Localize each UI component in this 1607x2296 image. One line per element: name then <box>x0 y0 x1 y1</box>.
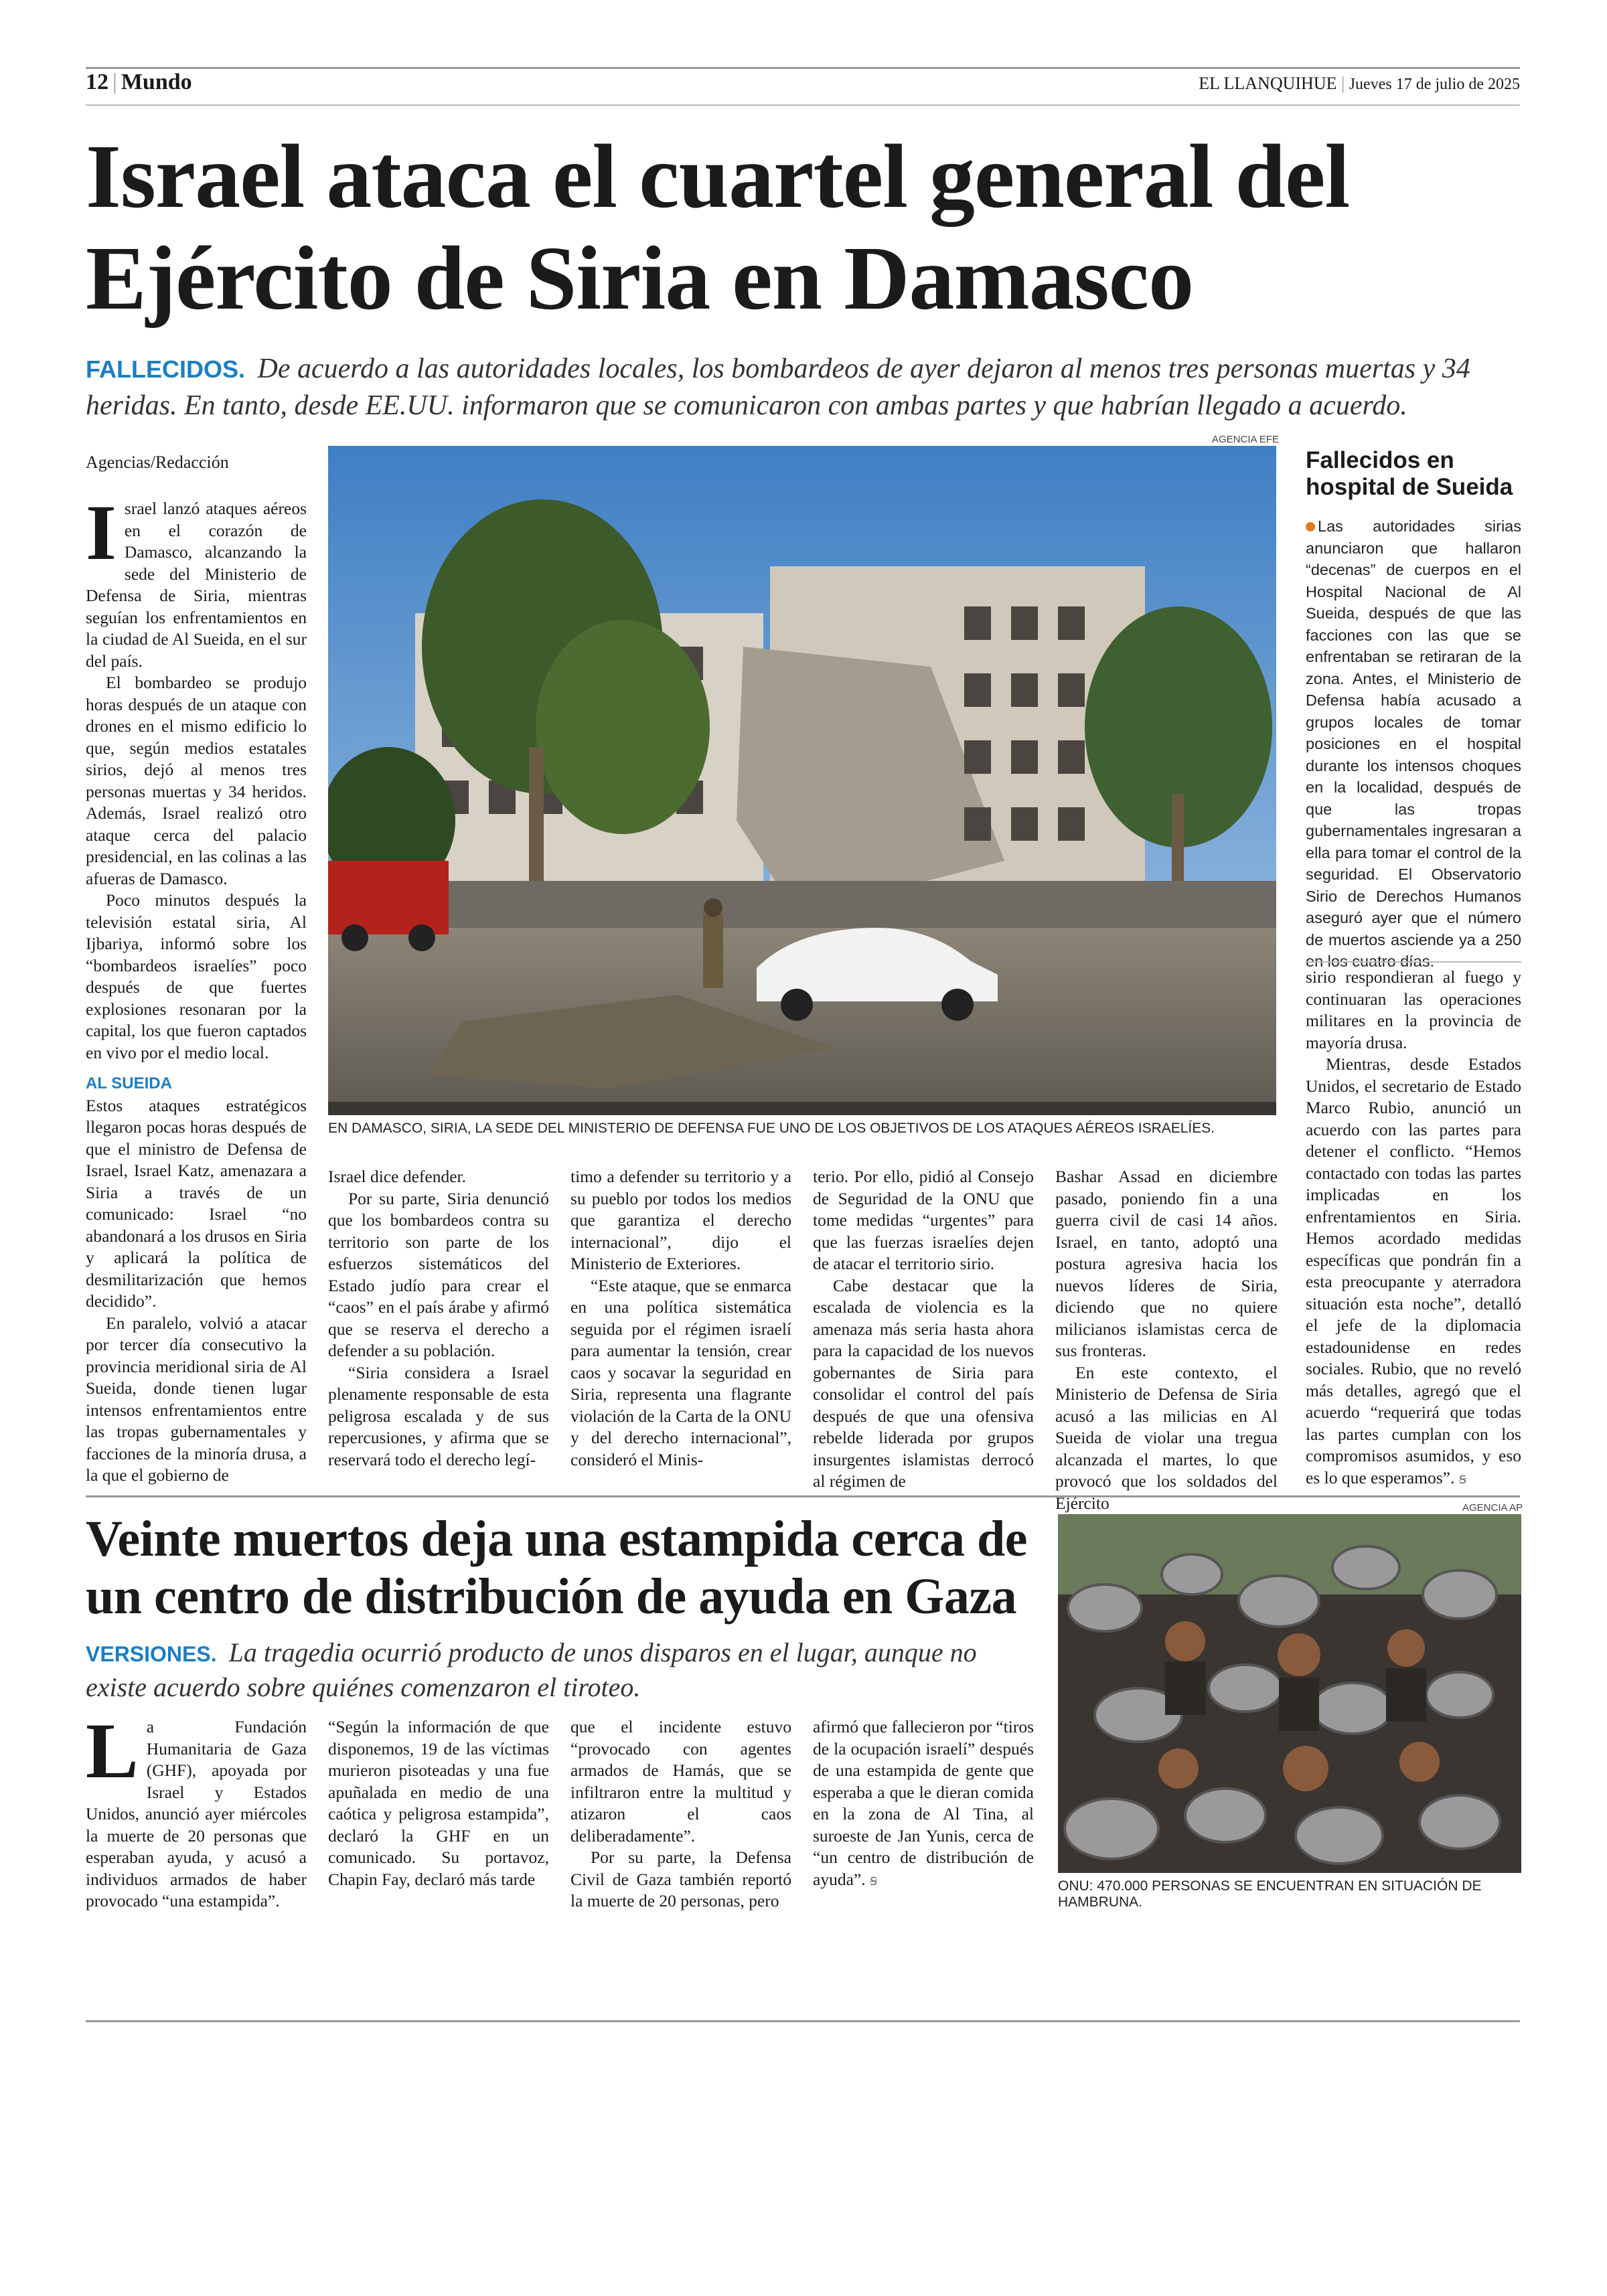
damascus-photo <box>328 446 1276 1115</box>
photo-credit: AGENCIA EFE <box>1212 434 1280 445</box>
dropcap: I <box>86 489 117 576</box>
header-rule <box>86 104 1520 106</box>
byline: Agencias/Redacción <box>86 453 229 472</box>
main-headline: Israel ataca el cuartel general del Ejército de Siria en Damasco <box>86 127 1350 329</box>
section-rule <box>86 1495 1520 1497</box>
lede-kicker: VERSIONES. <box>86 1642 217 1666</box>
paragraph: Por su parte, Siria denunció que los bombardeos contra su territorio son parte de los esfuerzos sistemáticos del Estado judío para crear el “caos” en el país árabe y afirmó que se reserva el derecho a defender a su población. <box>328 1188 549 1360</box>
article1-column-2 <box>328 1166 549 1471</box>
paragraph: timo a defender su territorio y a su pueblo por todos los medios que garantiza el derecho internacional”, dijo el Ministerio de Exteriores. <box>570 1167 791 1273</box>
paragraph: sirio respondieran al fuego y continuaran las operaciones militares en la provincia de mayoría drusa. <box>1306 967 1521 1052</box>
second-headline: Veinte muertos deja una estampida cerca de un centro de distribución de ayuda en Gaza <box>86 1511 1027 1625</box>
paragraph: Cabe destacar que la escalada de violencia es la amenaza más seria hasta ahora para la capacidad de los nuevos gobernantes de Siria para consolidar el control del país después de que una ofensiva rebelde liderada por grupos insurgentes islamistas derrocó al régimen de <box>813 1275 1034 1491</box>
paragraph: “Este ataque, que se enmarca en una política sistemática seguida por el régimen israelí para aumentar la tensión, crear caos y socavar la seguridad en Siria, representa una flagrante violación de la Carta de la ONU y del derecho internacional”, consideró el Minis- <box>570 1275 791 1469</box>
article1-column-4 <box>813 1166 1034 1493</box>
gaza-photo-image <box>1058 1514 1521 1873</box>
page-number: 12 <box>86 70 108 94</box>
gaza-photo <box>1058 1514 1521 1873</box>
paragraph: que el incidente estuvo “provocado con agentes armados de Hamás, que se infiltraron entre la multitud y atizaron el caos deliberadamente”. <box>570 1717 791 1846</box>
paragraph: Israel dice defender. <box>328 1167 467 1186</box>
end-mark: ꞩ <box>1458 1469 1467 1487</box>
paragraph: El bombardeo se produjo horas después de un ataque con drones en el mismo edificio lo que, según medios estatales sirios, dejó al menos tres personas muertas y 34 heridos. Además, Israel realizó otro ataque cerca del palacio presidencial, en las colinas a las afueras de Damasco. <box>86 673 307 888</box>
bullet-icon <box>1306 522 1315 531</box>
paragraph: srael lanzó ataques aéreos en el corazón de Damasco, alcanzando la sede del Ministerio de Defensa de Siria, mientras seguían los enfrentamientos en la ciudad de Al Sueida, en el sur del país. <box>86 499 307 671</box>
paragraph: Bashar Assad en diciembre pasado, poniendo fin a una guerra civil de casi 14 años. Israel, en tanto, adoptó una postura agresiva hacia los nuevos líderes de Siria, diciendo que no quiere milicianos islamistas cerca de sus fronteras. <box>1055 1167 1278 1360</box>
article1-column-5 <box>1055 1166 1278 1514</box>
article2-column-4 <box>813 1716 1034 1891</box>
article2-column-3 <box>570 1716 791 1912</box>
lede-kicker: FALLECIDOS. <box>86 355 246 383</box>
paragraph: En este contexto, el Ministerio de Defensa de Siria acusó a las milicias en Al Sueida de violar una tregua alcanzada el martes, lo que provocó que los soldados del Ejército <box>1055 1362 1278 1513</box>
article2-column-1 <box>86 1707 307 1912</box>
paragraph: a Fundación Humanitaria de Gaza (GHF), apoyada por Israel y Estados Unidos, anunció ayer miércoles la muerte de 20 personas que esperaban ayuda, y acusó a individuos armados de haber provocado “una estampida”. <box>86 1717 307 1910</box>
paragraph: afirmó que fallecieron por “tiros de la ocupación israelí” después de una estampida de gente que esperaba a que le dieran comida en la zona de Al Tina, al suroeste de Jan Yunis, cerca de “un centro de distribución de ayuda”. ꞩ <box>813 1717 1034 1889</box>
sidebar-box <box>1306 515 1521 973</box>
second-lede <box>86 1636 1037 1704</box>
article1-column-6 <box>1306 967 1521 1489</box>
sidebar-rule <box>1306 961 1521 963</box>
article2-column-2 <box>328 1716 549 1890</box>
sidebar-title: Fallecidos en hospital de Sueida <box>1306 447 1513 500</box>
paragraph: terio. Por ello, pidió al Consejo de Seguridad de la ONU que tome medidas “urgentes” para que las fuerzas israelíes dejen de atacar el territorio sirio. <box>813 1167 1034 1273</box>
paragraph: “Según la información de que disponemos, 19 de las víctimas murieron pisoteadas y una fue apuñalada en medio de una caótica y peligrosa estampida”, declaró la GHF en un comunicado. Su portavoz, Chapin Fay, declaró más tarde <box>328 1717 549 1889</box>
dropcap: L <box>86 1707 139 1795</box>
damascus-photo-image <box>328 446 1276 1115</box>
photo-credit: AGENCIA AP <box>1462 1502 1523 1513</box>
paragraph: “Siria considera a Israel plenamente responsable de esta peligrosa escalada y de sus repercusiones, y afirma que se reservará todo el derecho legí- <box>328 1362 549 1469</box>
top-rule <box>86 67 1520 69</box>
photo-caption: EN DAMASCO, SIRIA, LA SEDE DEL MINISTERIO DE DEFENSA FUE UNO DE LOS OBJETIVOS DE LOS ATAQUES AÉREOS ISRAELÍES. <box>328 1121 1215 1136</box>
paragraph: En paralelo, volvió a atacar por tercer día consecutivo la provincia meridional siria de Al Sueida, donde tienen lugar intensos enfrentamientos entre las tropas gubernamentales y facciones de la minoría drusa, a la que el gobierno de <box>86 1313 307 1485</box>
article1-column-1 <box>86 489 307 1487</box>
photo-caption: ONU: 470.000 PERSONAS SE ENCUENTRAN EN SITUACIÓN DE HAMBRUNA. <box>1058 1878 1482 1910</box>
lede-text: De acuerdo a las autoridades locales, los bombardeos de ayer dejaron al menos tres personas muertas y 34 heridas. En tanto, desde EE.UU. informaron que se comunicaron con ambas partes y que habrían llegado a acuerdo. <box>86 353 1470 421</box>
bottom-rule <box>86 2020 1520 2022</box>
section-name: Mundo <box>121 70 192 94</box>
paragraph: Estos ataques estratégicos llegaron pocas horas después de que el ministro de Defensa de Israel, Israel Katz, amenazara a Siria a través de un comunicado: Israel “no abandonará a los drusos en Siria y aplicará la política de desmilitarización que hemos decidido”. <box>86 1095 307 1311</box>
issue-date: Jueves 17 de julio de 2025 <box>1349 76 1520 93</box>
article1-column-3 <box>570 1166 791 1471</box>
sidebar-text: Las autoridades sirias anunciaron que hallaron “decenas” de cuerpos en el Hospital Nacional de Al Sueida, después de que las facciones con las que se enfrentaban se retiraran de la zona. Antes, el Ministerio de Defensa había acusado a grupos locales de tomar posiciones en el hospital durante los intensos choques en la localidad, después de que las tropas gubernamentales ingresaran a ella para tomar el control de la seguridad. El Observatorio Sirio de Derechos Humanos aseguró ayer que el número de muertos asciende ya a 250 en los cuatro días. <box>1306 517 1521 970</box>
paragraph: Poco minutos después la televisión estatal siria, Al Ijbariya, informó sobre los “bombardeos israelíes” poco después de que fuertes explosiones resonaran por la capital, los que fueron captados en vivo por el medio local. <box>86 890 307 1062</box>
end-mark: ꞩ <box>869 1871 878 1888</box>
lede-text: La tragedia ocurrió producto de unos disparos en el lugar, aunque no existe acuerdo sobre quiénes comenzaron el tiroteo. <box>86 1637 977 1702</box>
paragraph: Mientras, desde Estados Unidos, el secretario de Estado Marco Rubio, anunció un acuerdo con las partes para detener el conflicto. “Hemos contactado con todas las partes implicadas en los enfrentamientos en Siria. Hemos acordado medidas específicas que pondrán fin a esta preocupante y aterradora situación esta noche”, detalló el jefe de la diplomacia estadounidense en redes sociales. Rubio, que no reveló más detalles, agregó que el acuerdo “requerirá que todas las partes cumplan con los compromisos asumidos, y eso es lo que esperamos”. ꞩ <box>1306 1054 1521 1487</box>
page-header-left: 12 | Mundo <box>86 70 192 94</box>
page-header-right: EL LLANQUIHUE | Jueves 17 de julio de 2025 <box>1199 74 1520 93</box>
subhead: AL SUEIDA <box>86 1074 172 1092</box>
newspaper-name: EL LLANQUIHUE <box>1199 74 1337 93</box>
paragraph: Por su parte, la Defensa Civil de Gaza también reportó la muerte de 20 personas, pero <box>570 1848 791 1910</box>
main-lede <box>86 351 1525 424</box>
